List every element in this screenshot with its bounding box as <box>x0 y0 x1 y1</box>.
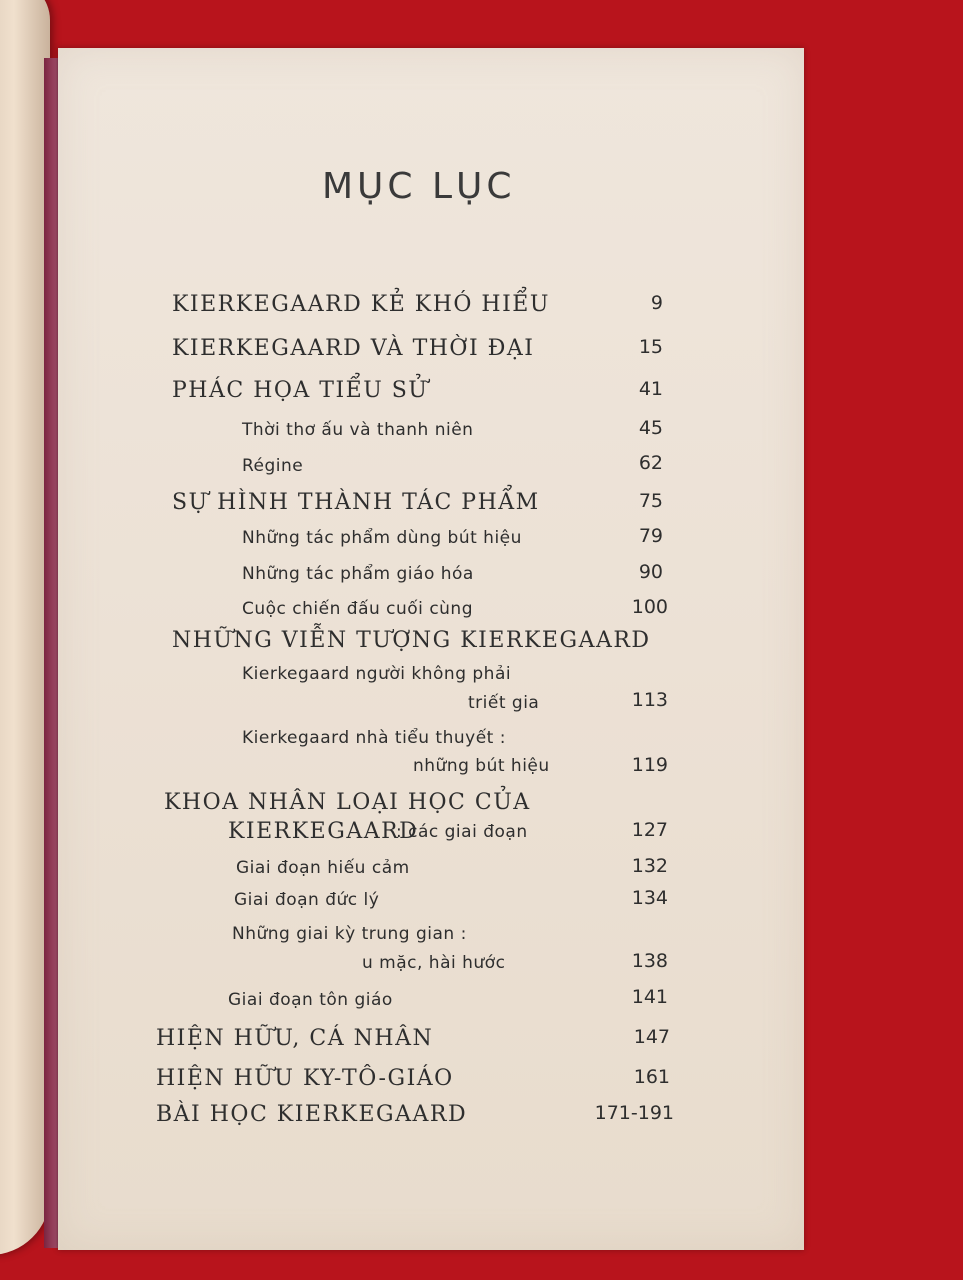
toc-entry: HIỆN HỮU, CÁ NHÂN <box>156 1026 434 1051</box>
toc-page-number: 171-191 <box>594 1102 674 1124</box>
toc-entry: PHÁC HỌA TIỂU SỬ <box>172 378 429 403</box>
toc-entry-continuation: : các giai đoạn <box>396 822 528 842</box>
toc-page-number: 147 <box>633 1026 670 1048</box>
toc-subentry: Cuộc chiến đấu cuối cùng <box>242 599 473 619</box>
toc-subentry-continuation: những bút hiệu <box>413 756 550 776</box>
toc-subentry: Thời thơ ấu và thanh niên <box>242 420 474 440</box>
toc-subentry-continuation: triết gia <box>468 693 540 713</box>
toc-page-number: 79 <box>638 525 663 547</box>
toc-subentry-continuation: u mặc, hài hước <box>362 953 506 973</box>
toc-page-number: 132 <box>631 855 668 877</box>
toc-entry: SỰ HÌNH THÀNH TÁC PHẨM <box>172 490 540 515</box>
toc-subentry: Kierkegaard người không phải <box>242 664 512 684</box>
toc-page-number: 119 <box>631 754 668 776</box>
toc-page-number: 15 <box>638 336 663 358</box>
toc-page-number: 9 <box>650 292 663 314</box>
toc-entry: BÀI HỌC KIERKEGAARD <box>156 1102 468 1127</box>
toc-page-number: 138 <box>631 950 668 972</box>
toc-entry: HIỆN HỮU KY-TÔ-GIÁO <box>156 1066 454 1091</box>
toc-subentry: Giai đoạn đức lý <box>234 890 380 910</box>
toc-subentry: Những tác phẩm giáo hóa <box>242 564 474 584</box>
toc-entry: KIERKEGAARD KẺ KHÓ HIỂU <box>172 292 550 317</box>
toc-page-number: 127 <box>631 819 668 841</box>
toc-entry-continuation: KIERKEGAARD <box>228 819 419 844</box>
toc-entry: KHOA NHÂN LOẠI HỌC CỦA <box>164 790 531 815</box>
toc-subentry: Giai đoạn hiếu cảm <box>236 858 410 878</box>
toc-subentry: Những tác phẩm dùng bút hiệu <box>242 528 522 548</box>
left-page-edge <box>0 0 50 1255</box>
toc-page-number: 62 <box>638 452 663 474</box>
toc-entry: KIERKEGAARD VÀ THỜI ĐẠI <box>172 336 535 361</box>
page-title: MỤC LỤC <box>322 166 516 207</box>
toc-page-number: 161 <box>633 1066 670 1088</box>
toc-page-number: 45 <box>638 417 663 439</box>
toc-subentry: Giai đoạn tôn giáo <box>228 990 393 1010</box>
toc-page-number: 41 <box>638 378 663 400</box>
toc-page-number: 90 <box>638 561 663 583</box>
toc-subentry: Những giai kỳ trung gian : <box>232 924 467 944</box>
toc-page-number: 75 <box>638 490 663 512</box>
toc-subentry: Régine <box>242 456 304 476</box>
toc-page-number: 134 <box>631 887 668 909</box>
toc-page-number: 113 <box>631 689 668 711</box>
table-of-contents-page <box>58 48 804 1250</box>
toc-page-number: 100 <box>631 596 668 618</box>
toc-entry: NHỮNG VIỄN TƯỢNG KIERKEGAARD <box>172 628 651 653</box>
toc-subentry: Kierkegaard nhà tiểu thuyết : <box>242 728 506 748</box>
toc-page-number: 141 <box>631 986 668 1008</box>
